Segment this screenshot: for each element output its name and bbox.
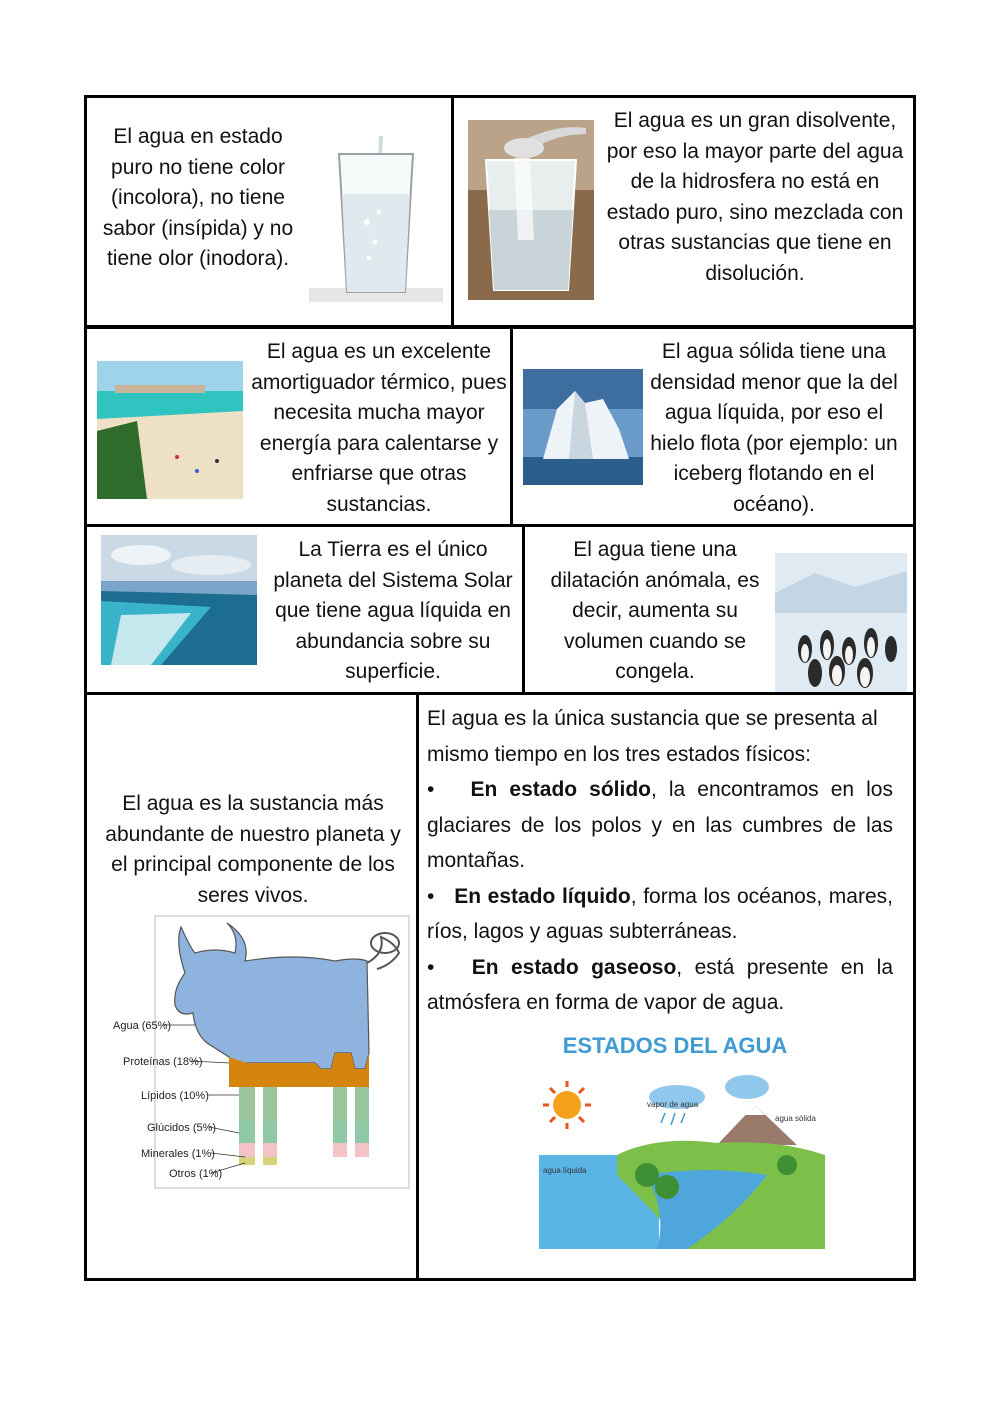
solid-rest: , la encontramos en los glaciares de los polos y en las cumbres de las montañas. xyxy=(427,778,893,872)
liquid-item xyxy=(427,879,893,950)
label-agua: Agua (65%) xyxy=(113,1020,172,1032)
card-abundant xyxy=(84,692,419,1281)
card-text: El agua es un gran disolvente, por eso la mayor parte del agua de la hidrosfera no está en estado puro, sino mezclada con otras sustancias que tiene en disolución. xyxy=(606,109,904,285)
card-earth xyxy=(84,524,525,695)
label-liquida: agua líquida xyxy=(543,1166,587,1175)
bullet: • xyxy=(427,778,435,801)
card-text: El agua sólida tiene una densidad menor que la del agua líquida, por eso el hielo flota (por ejemplo: un iceberg flotando en el océano). xyxy=(650,340,898,516)
card-states xyxy=(416,692,916,1281)
bullet: • xyxy=(427,955,435,979)
solid-item xyxy=(427,772,893,879)
card-dilation xyxy=(522,524,916,695)
gas-rest: , está presente en la atmósfera en forma de vapor de agua. xyxy=(427,955,894,1014)
diagram-title: ESTADOS DEL AGUA xyxy=(562,1033,788,1058)
states-intro: El agua es la única sustancia que se presenta al mismo tiempo en los tres estados físicos: xyxy=(427,707,878,766)
label-glucidos: Glúcidos (5%) xyxy=(147,1122,217,1134)
water-cycle-diagram xyxy=(537,1025,827,1251)
card-text: El agua es la sustancia más abundante de nuestro planeta y el principal componente de los seres vivos. xyxy=(105,792,401,907)
iceberg-image xyxy=(523,369,643,485)
waterfall-image xyxy=(101,535,257,665)
card-solvent xyxy=(451,95,916,328)
salt-in-water-image xyxy=(468,120,594,300)
penguins-image xyxy=(775,553,907,693)
water-glass-image xyxy=(309,132,445,304)
liquid-bold: En estado líquido xyxy=(454,884,631,908)
card-text: El agua es un excelente amortiguador térmico, pues necesita mucha mayor energía para calentarse y enfriarse que otras sustancias. xyxy=(251,340,507,516)
label-proteinas: Proteínas (18%) xyxy=(123,1056,203,1068)
card-pure-water xyxy=(84,95,454,328)
label-solida: agua sólida xyxy=(775,1114,816,1123)
label-vapor: vapor de agua xyxy=(647,1100,699,1109)
label-minerales: Minerales (1%) xyxy=(141,1148,215,1160)
card-density xyxy=(510,326,916,527)
gas-item xyxy=(427,950,893,1021)
gas-bold: En estado gaseoso xyxy=(471,955,677,979)
cow-composition-diagram xyxy=(95,913,411,1191)
liquid-rest: , forma los océanos, mares, ríos, lagos y aguas subterráneas. xyxy=(427,884,893,943)
card-thermal xyxy=(84,326,513,527)
card-text: La Tierra es el único planeta del Sistema Solar que tiene agua líquida en abundancia sobre su superficie. xyxy=(273,538,513,683)
bullet: • xyxy=(427,884,435,908)
label-lipidos: Lípidos (10%) xyxy=(141,1090,209,1102)
solid-bold: En estado sólido xyxy=(470,778,651,801)
states-text xyxy=(427,701,893,1021)
card-text: El agua en estado puro no tiene color (incolora), no tiene sabor (insípida) y no tiene olor (inodora). xyxy=(102,125,294,270)
beach-image xyxy=(97,361,243,499)
label-otros: Otros (1%) xyxy=(169,1168,223,1180)
card-text: El agua tiene una dilatación anómala, es decir, aumenta su volumen cuando se congela. xyxy=(550,538,760,683)
